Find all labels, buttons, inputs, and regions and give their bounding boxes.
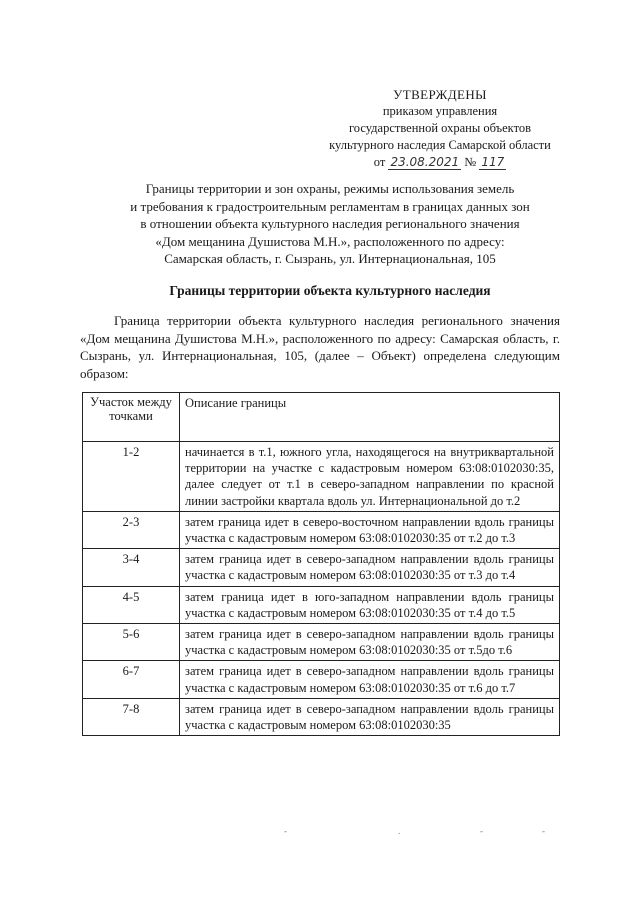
table-row — [83, 698, 560, 735]
heading-line: Границы территории и зон охраны, режимы использования земель — [145, 181, 515, 196]
approval-stamp — [320, 86, 560, 171]
description-cell: затем граница идет в северо-западном направлении вдоль границы участка с кадастровым номером 63:08:0102030:35 от т.5до т.6 — [180, 624, 560, 661]
approval-title: УТВЕРЖДЕНЫ — [393, 87, 487, 102]
segment-cell: 3-4 — [83, 549, 180, 586]
table-row — [83, 442, 560, 512]
table-header-row — [83, 393, 560, 442]
description-cell: затем граница идет в северо-западном направлении вдоль границы участка с кадастровым номером 63:08:0102030:35 от т.6 до т.7 — [180, 661, 560, 698]
segment-cell: 5-6 — [83, 624, 180, 661]
handwritten-number: 117 — [481, 155, 505, 169]
table-row — [83, 549, 560, 586]
segment-cell: 1-2 — [83, 442, 180, 512]
segment-cell: 6-7 — [83, 661, 180, 698]
document-heading — [95, 180, 565, 268]
scan-mark: - — [284, 826, 287, 836]
column-header-description: Описание границы — [180, 393, 560, 442]
intro-paragraph: Граница территории объекта культурного наследия регионального значения «Дом мещанина Душистова М.Н.», расположенного по адресу: Самарская область, г. Сызрань, ул. Интернациональная, 105, (далее – Объект) определена следующим образом: — [80, 313, 560, 381]
heading-line: и требования к градостроительным регламентам в границах данных зон — [130, 198, 530, 214]
table-row — [83, 511, 560, 548]
approval-line-1: приказом управления — [382, 104, 498, 118]
segment-cell: 7-8 — [83, 698, 180, 735]
scan-mark: - — [542, 826, 545, 836]
heading-line: Самарская область, г. Сызрань, ул. Интернациональная, 105 — [164, 251, 496, 266]
description-cell: затем граница идет в северо-западном направлении вдоль границы участка с кадастровым номером 63:08:0102030:35 — [180, 698, 560, 735]
description-cell: затем граница идет в юго-западном направлении вдоль границы участка с кадастровым номером 63:08:0102030:35 от т.4 до т.5 — [180, 586, 560, 623]
scan-mark: - — [480, 826, 483, 836]
section-title: Границы территории объекта культурного наследия — [169, 283, 491, 298]
date-prefix: от — [373, 155, 386, 169]
handwritten-date: 23.08.2021 — [390, 155, 460, 169]
description-cell: начинается в т.1, южного угла, находящегося на внутриквартальной территории на участке с кадастровым номером 63:08:0102030:35, далее следует от т.1 в северо-западном направлении по красной линии застройки квартала вдоль ул. Интернациональной до т.2 — [180, 442, 560, 512]
description-cell: затем граница идет в северо-западном направлении вдоль границы участка с кадастровым номером 63:08:0102030:35 от т.3 до т.4 — [180, 549, 560, 586]
description-cell: затем граница идет в северо-восточном направлении вдоль границы участка с кадастровым номером 63:08:0102030:35 от т.2 до т.3 — [180, 511, 560, 548]
segment-cell: 2-3 — [83, 511, 180, 548]
table-row — [83, 624, 560, 661]
approval-date-number — [320, 154, 560, 171]
heading-line: в отношении объекта культурного наследия регионального значения — [140, 216, 520, 231]
column-header-segment: Участок между точками — [83, 393, 180, 442]
table-row — [83, 661, 560, 698]
approval-line-2: государственной охраны объектов — [348, 121, 532, 135]
scan-mark: . — [398, 826, 401, 836]
approval-line-3: культурного наследия Самарской области — [329, 138, 551, 152]
number-label: № — [464, 155, 477, 169]
scan-artifacts — [280, 826, 560, 834]
heading-line: «Дом мещанина Душистова М.Н.», расположенного по адресу: — [155, 233, 505, 249]
boundary-table — [82, 392, 560, 736]
segment-cell: 4-5 — [83, 586, 180, 623]
table-row — [83, 586, 560, 623]
